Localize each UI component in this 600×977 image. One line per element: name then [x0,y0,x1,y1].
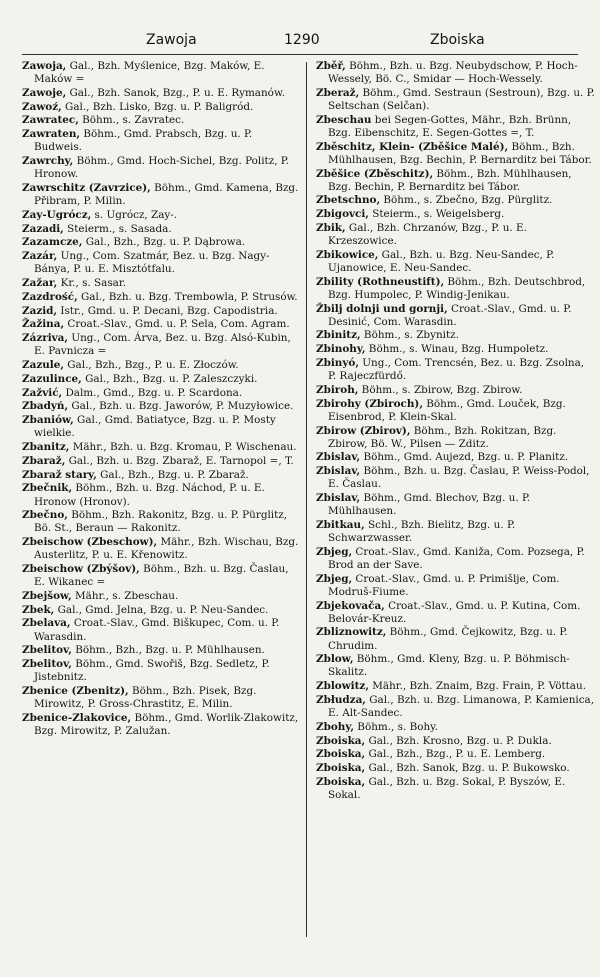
gazetteer-entry [316,425,595,451]
header-left-catchword: Zawoja [146,32,197,48]
entry-text: Gal., Bzh., Bzg. u. P. Zbaraž. [96,468,249,481]
entry-headword: Zbejšow, [22,589,72,602]
entry-headword: Zbelitov, [22,658,72,671]
gazetteer-entry [316,357,595,383]
entry-headword: Zbečnik, [22,482,73,495]
entry-text: Gal., Bzh. u. Bzg. Zbaraž, E. Tarnopol =, T. [65,454,294,467]
entry-text: Dalm., Gmd., Bzg. u. P. Scardona. [62,386,243,399]
entry-text: Croat.-Slav., Gmd. u. P. Desinić, Com. Warasdin. [328,302,572,328]
gazetteer-entry [316,87,595,113]
gazetteer-entry [22,400,301,413]
entry-headword: Zbik, [316,221,346,234]
gazetteer-entry [316,600,595,626]
gazetteer-entry [316,492,595,518]
entry-headword: Žbilj dolnji und gornji, [316,302,448,315]
gazetteer-entry [22,590,301,603]
entry-headword: Zbjekovača, [316,599,385,612]
entry-headword: Zběř, [316,60,346,72]
entry-headword: Zawratec, [22,114,79,127]
entry-headword: Zbek, [22,603,55,616]
entry-text: bei Segen-Gottes, Mähr., Bzh. Brünn, Bzg. Eibenschitz, E. Segen-Gottes =, T. [328,113,572,139]
entry-text: Gal., Bzh. Sanok, Bzg. u. P. Bukowsko. [365,762,570,775]
gazetteer-entry [316,653,595,679]
entry-text: Böhm., s. Zavratec. [78,114,185,127]
entry-text: Böhm., Bzh. u. Bzg. Neubydschow, P. Hoch-Wessely, Bö. C., Smidar — Hoch-Wessely. [328,60,578,86]
entry-headword: Zbanitz, [22,441,70,454]
entry-headword: Zbikowice, [316,248,379,261]
entry-headword: Zbadyń, [22,400,69,413]
entry-headword: Zažar, [22,277,58,290]
gazetteer-entry [316,249,595,275]
entry-headword: Zbetschno, [316,194,381,207]
entry-headword: Zbislav, [316,492,361,505]
gazetteer-entry [316,141,595,167]
entry-headword: Zazár, [22,250,58,263]
column-divider [306,62,307,937]
gazetteer-entry [316,451,595,464]
entry-text: Mähr., s. Zbeschau. [71,589,179,602]
gazetteer-entry [22,223,301,236]
gazetteer-entry [22,387,301,400]
gazetteer-entry [316,721,595,734]
gazetteer-entry [316,762,595,775]
gazetteer-entry [22,182,301,208]
entry-headword: Zbility (Rothneustift), [316,275,445,288]
entry-text: Böhm., s. Zbynitz. [360,329,459,342]
right-column [316,60,595,940]
entry-headword: Zbitkau, [316,518,365,531]
entry-text: Gal., Bzh. u. Bzg. Sokal, P. Byszów, E. Sokal. [328,775,566,802]
entry-text: Gal., Bzh. u. Bzg. Limanowa, P. Kamienica, E. Alt-Sandec. [328,693,595,720]
gazetteer-entry [22,469,301,482]
gazetteer-entry [22,685,301,711]
entry-text: Croat.-Slav., Gmd. Biškupec, Com. u. P. Warasdin. [34,617,280,643]
entry-text: Böhm., Gmd. Sestraun (Sestroun), Bzg. u. P. Seltschan (Selčan). [328,86,595,112]
entry-text: Böhm., Gmd. Louček, Bzg. Eisenbrod, P. Klein-Skal. [328,397,566,423]
gazetteer-entry [22,60,301,86]
gazetteer-entry [22,712,301,738]
entry-text: Schl., Bzh. Bielitz, Bzg. u. P. Schwarzwasser. [328,518,516,545]
entry-text: Böhm., s. Winau, Bzg. Humpoletz. [365,343,549,356]
gazetteer-entry [316,276,595,302]
entry-headword: Zbaraž stary, [22,468,97,481]
gazetteer-entry [22,209,301,222]
entry-text: Böhm., Gmd. Hoch-Sichel, Bzg. Politz, P. Hronow. [34,155,289,181]
entry-text: Böhm., Bzh. Pisek, Bzg. Mirowitz, P. Gross-Chrastitz, E. Milin. [34,685,257,711]
entry-text: Böhm., Gmd. Worlik-Zlakowitz, Bzg. Mirowitz, P. Zalužan. [34,711,299,737]
entry-headword: Zbirow (Zbirov), [316,424,411,437]
left-column [22,60,301,940]
entry-headword: Zbiroh, [316,383,359,396]
entry-text: Gal., Bzh., Bzg., P. u. E. Złoczów. [63,359,239,372]
gazetteer-entry [316,519,595,545]
entry-headword: Zberaž, [316,86,360,99]
entry-text: s. Ugrócz, Zay-. [91,208,178,221]
gazetteer-entry [22,441,301,454]
entry-text: Böhm., Bzh. Mühlhausen, Bzg. Bechin, P. Bernarditz bei Tábor. [328,140,592,166]
gazetteer-entry [22,114,301,127]
entry-text: Böhm., Gmd. Swořiš, Bzg. Sedletz, P. Jistebnitz. [34,658,270,684]
entry-headword: Zawraten, [22,128,81,141]
entry-headword: Zawrchy, [22,155,74,168]
entry-text: Böhm., Bzh. Rakonitz, Bzg. u. P. Pürglitz, Bö. St., Beraun — Rakonitz. [34,509,288,535]
entry-headword: Zbłudza, [316,693,366,706]
gazetteer-entry [316,343,595,356]
entry-headword: Zažvić, [22,386,63,399]
entry-headword: Zboiska, [316,775,366,788]
gazetteer-entry [22,617,301,643]
entry-text: Gal., Bzh., Bzg. u. P. Zaleszczyki. [81,372,258,385]
gazetteer-entry [316,384,595,397]
gazetteer-entry [22,563,301,589]
gazetteer-entry [22,128,301,154]
entry-headword: Zblowitz, [316,680,369,693]
entry-headword: Zbenice (Zbenitz), [22,685,129,697]
gazetteer-entry [316,735,595,748]
gazetteer-entry [22,155,301,181]
entry-text: Böhm., Bzh., Bzg. u. P. Mühlhausen. [71,644,265,657]
entry-text: Gal., Bzh. Sanok, Bzg., P. u. E. Rymanów. [66,86,285,99]
entry-text: Böhm., Gmd. Prabsch, Bzg. u. P. Budweis. [34,128,253,154]
entry-text: Böhm., s. Bohy. [354,720,438,733]
entry-text: Steierm., s. Sasada. [63,222,172,235]
entry-headword: Zbaraž, [22,454,66,467]
entry-text: Ung., Com. Szatmár, Bez. u. Bzg. Nagy-Bánya, P. u. E. Misztótfalu. [34,250,270,276]
gazetteer-entry [22,332,301,358]
gazetteer-entry [22,291,301,304]
entry-headword: Zbjeg, [316,572,353,585]
gazetteer-entry [22,644,301,657]
entry-text: Ung., Com. Árva, Bez. u. Bzg. Alsó-Kubin, E. Pavnicza = [34,332,291,358]
entry-text: Gal., Gmd. Batiatyce, Bzg. u. P. Mosty wielkie. [34,414,276,440]
gazetteer-entry [22,509,301,535]
entry-headword: Zawoja, [22,60,67,72]
entry-text: Böhm., Gmd. Kleny, Bzg. u. P. Böhmisch-Skalitz. [328,653,570,679]
entry-headword: Zazamcze, [22,236,83,249]
entry-text: Böhm., Bzh. u. Bzg. Časlau, E. Wikanec = [34,563,289,589]
entry-text: Gal., Bzh. Krosno, Bzg. u. P. Dukla. [365,734,552,747]
entry-headword: Zbigovci, [316,208,369,221]
gazetteer-entry [316,303,595,329]
entry-headword: Zbjeg, [316,545,353,558]
gazetteer-entry [22,87,301,100]
gazetteer-entry [316,194,595,207]
entry-headword: Zbohy, [316,720,354,733]
entry-text: Gal., Bzh. Lisko, Bzg. u. P. Baligród. [61,100,254,113]
entry-text: Böhm., Bzh. Deutschbrod, Bzg. Humpolec, P. Windig-Jenikau. [328,275,586,301]
entry-text: Böhm., Gmd. Čejkowitz, Bzg. u. P. Chrudim. [328,626,568,652]
entry-headword: Zbeischow (Zbeschow), [22,536,158,549]
gazetteer-entry [22,604,301,617]
entry-headword: Zbaniów, [22,414,74,427]
gazetteer-entry [316,222,595,248]
entry-text: Mähr., Bzh. Znaim, Bzg. Frain, P. Vöttau. [368,680,586,693]
gazetteer-entry [316,168,595,194]
entry-text: Gal., Gmd. Jelna, Bzg. u. P. Neu-Sandec. [54,603,269,616]
gazetteer-entry [22,658,301,684]
entry-text: Ung., Com. Trencsén, Bez. u. Bzg. Zsolna, P. Rajeczfürdő. [328,357,585,383]
entry-headword: Zawoje, [22,86,67,99]
entry-text: Gal., Bzh. u. Bzg. Trembowla, P. Strusów. [77,290,298,303]
entry-text: Böhm., s. Zbirow, Bzg. Zbirow. [358,383,523,396]
entry-headword: Zbinitz, [316,329,361,342]
gazetteer-entry [316,680,595,693]
entry-headword: Zbečno, [22,509,68,522]
running-header [22,30,578,55]
entry-headword: Zboiska, [316,734,366,747]
entry-text: Croat.-Slav., Gmd. Kaniža, Com. Pozsega, P. Brod an der Save. [328,545,585,571]
entry-headword: Zazadi, [22,222,64,235]
entry-headword: Zbeischow (Zbýšov), [22,563,140,576]
entry-headword: Zawoź, [22,100,62,113]
entry-text: Mähr., Bzh. Wischau, Bzg. Austerlitz, P. u. E. Křenowitz. [34,536,299,562]
entry-text: Böhm., s. Zbečno, Bzg. Pürglitz. [380,194,553,207]
entry-text: Böhm., Bzh. u. Bzg. Časlau, P. Weiss-Podol, E. Časlau. [328,465,590,491]
entry-headword: Zay-Ugrócz, [22,208,92,221]
gazetteer-entry [22,373,301,386]
entry-headword: Zbislav, [316,465,361,478]
entry-text: Croat.-Slav., Gmd. u. P. Primišlje, Com. Modruš-Fiume. [328,572,560,598]
entry-headword: Zblow, [316,653,354,666]
gazetteer-entry [22,250,301,276]
entry-headword: Zazulince, [22,372,82,385]
entry-headword: Zboiska, [316,762,366,775]
entry-text: Kr., s. Sasar. [57,277,127,290]
entry-text: Gal., Bzh., Bzg. u. P. Dąbrowa. [82,236,246,249]
entry-headword: Zazid, [22,304,58,317]
entry-headword: Zboiska, [316,748,366,761]
entry-text: Gal., Bzh. u. Bzg. Neu-Sandec, P. Ujanowice, E. Neu-Sandec. [328,248,555,274]
entry-text: Steierm., s. Weigelsberg. [368,208,505,221]
entry-text: Böhm., Bzh. Mühlhausen, Bzg. Bechin, P. Bernarditz bei Tábor. [328,167,572,193]
entry-text: Croat.-Slav., Gmd. u. P. Sela, Com. Agram. [64,318,290,331]
gazetteer-entry [22,455,301,468]
entry-headword: Zbirohy (Zbiroch), [316,397,423,410]
gazetteer-entry [22,318,301,331]
gazetteer-entry [316,60,595,86]
entry-headword: Žažina, [22,318,65,331]
gazetteer-entry [316,573,595,599]
page-number: 1290 [284,32,320,48]
gazetteer-entry [316,776,595,802]
entry-headword: Zbliznowitz, [316,626,387,639]
gazetteer-entry [22,414,301,440]
header-right-catchword: Zboiska [430,32,485,48]
entry-text: Gal., Bzh. Myślenice, Bzg. Maków, E. Maków = [34,60,265,86]
entry-headword: Zbinohy, [316,343,366,356]
gazetteer-entry [316,398,595,424]
entry-headword: Zběschitz, Klein- (Zběšice Malé), [316,140,509,153]
entry-text: Böhm., Gmd. Kamena, Bzg. Přibram, P. Milin. [34,181,299,208]
entry-headword: Zawrschitz (Zavrzice), [22,181,151,194]
entry-headword: Zbenice-Zlakovice, [22,711,132,724]
gazetteer-entry [22,536,301,562]
entry-text: Böhm., Gmd. Blechov, Bzg. u. P. Mühlhausen. [328,492,531,518]
gazetteer-entry [316,208,595,221]
entry-text: Gal., Bzh., Bzg., P. u. E. Lemberg. [365,748,546,761]
entry-headword: Zbelava, [22,617,71,630]
gazetteer-entry [316,748,595,761]
entry-headword: Zbeschau [316,113,372,126]
entry-headword: Zazule, [22,359,64,372]
gazetteer-entry [316,626,595,652]
gazetteer-entry [22,101,301,114]
entry-headword: Zbelitov, [22,644,72,657]
entry-headword: Zbinyó, [316,357,359,369]
gazetteer-entry [316,694,595,720]
entry-headword: Zazdrość, [22,290,78,303]
entry-text: Böhm., Gmd. Aujezd, Bzg. u. P. Planitz. [360,451,569,464]
gazetteer-entry [22,305,301,318]
entry-headword: Zbislav, [316,451,361,464]
gazetteer-entry [316,546,595,572]
entry-text: Mähr., Bzh. u. Bzg. Kromau, P. Wischenau. [69,441,297,454]
entry-text: Böhm., Bzh. u. Bzg. Náchod, P. u. E. Hronow (Hronov). [34,482,265,508]
gazetteer-entry [22,277,301,290]
gazetteer-entry [316,114,595,140]
entry-headword: Zběšice (Zběschitz), [316,167,434,180]
gazetteer-entry [22,359,301,372]
entry-text: Istr., Gmd. u. P. Decani, Bzg. Capodistria. [57,304,278,317]
entry-headword: Zázriva, [22,332,69,345]
entry-text: Böhm., Bzh. Rokitzan, Bzg. Zbirow, Bö. W., Pilsen — Zditz. [328,424,557,450]
gazetteer-entry [22,482,301,508]
gazetteer-entry [316,329,595,342]
gazetteer-entry [316,465,595,491]
entry-text: Gal., Bzh. u. Bzg. Jaworów, P. Muzyłowice. [68,400,294,413]
entry-text: Croat.-Slav., Gmd. u. P. Kutina, Com. Belovár-Kreuz. [328,599,581,625]
entry-text: Gal., Bzh. Chrzanów, Bzg., P. u. E. Krzeszowice. [328,221,527,248]
gazetteer-entry [22,236,301,249]
